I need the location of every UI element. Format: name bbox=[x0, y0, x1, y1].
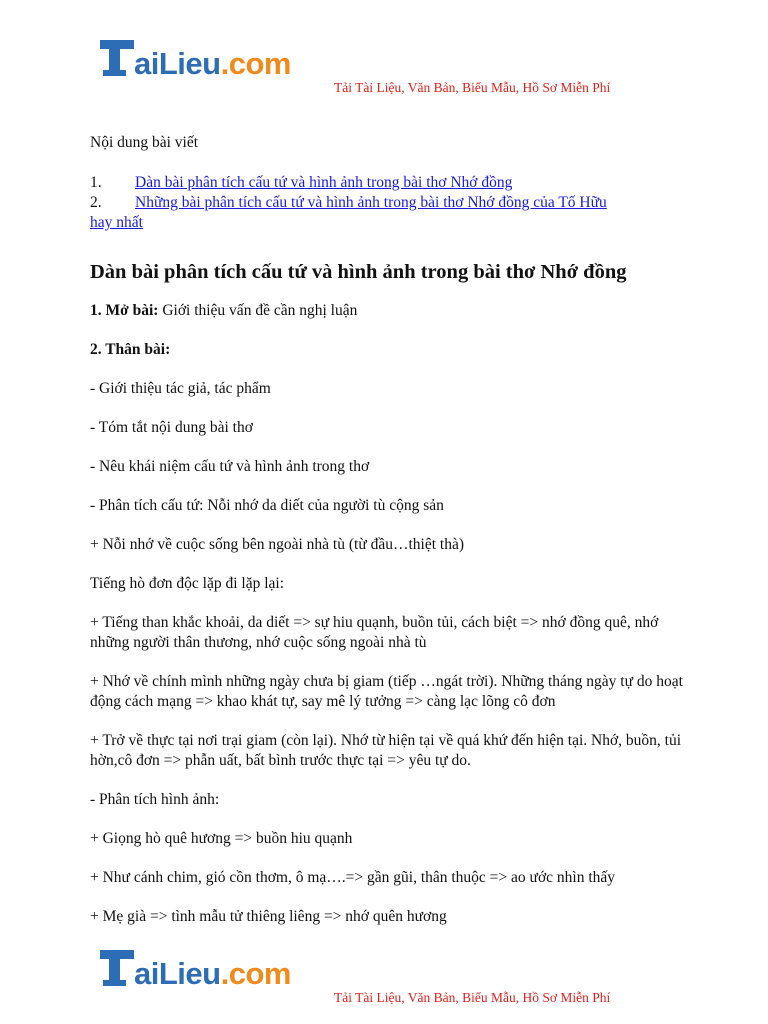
toc-link[interactable]: Dàn bài phân tích cấu tứ và hình ảnh trong bài thơ Nhớ đồng bbox=[135, 174, 513, 191]
body-paragraph: + Giọng hò quê hương => buồn hiu quạnh bbox=[90, 830, 353, 847]
mo-bai-text: Giới thiệu vấn đề cần nghị luận bbox=[158, 302, 358, 319]
body-paragraph: - Phân tích cấu tứ: Nỗi nhớ da diết của người tù cộng sản bbox=[90, 497, 444, 514]
body-paragraph: + Trở về thực tại nơi trại giam (còn lại). Nhớ từ hiện tại về quá khứ đến hiện tại. Nhớ, buồn, tủi hờn,cô đơn => phẫn uất, bất bình trước thực tại => yêu tự do. bbox=[90, 732, 682, 769]
body-paragraph: + Như cánh chim, gió cồn thơm, ô mạ….=> gần gũi, thân thuộc => ao ước nhìn thấy bbox=[90, 869, 616, 886]
logo-text: aiLieu bbox=[134, 956, 221, 991]
document-body bbox=[90, 133, 690, 946]
body-paragraph: - Nêu khái niệm cấu tứ và hình ảnh trong thơ bbox=[90, 458, 370, 475]
toc-item bbox=[90, 173, 690, 193]
mo-bai-label: 1. Mở bài: bbox=[90, 302, 159, 319]
logo-t-mark bbox=[100, 950, 134, 990]
body-paragraph: + Nỗi nhớ về cuộc sống bên ngoài nhà tù (từ đầu…thiệt thà) bbox=[90, 536, 465, 553]
toc-heading: Nội dung bài viết bbox=[90, 134, 199, 151]
toc-number: 2. bbox=[90, 194, 102, 211]
body-paragraph: + Tiếng than khắc khoải, da diết => sự hiu quạnh, buồn tủi, cách biệt => nhớ đồng quê, nhớ những người thân thương, nhớ cuộc sống ngoài nhà tù bbox=[90, 614, 659, 651]
logo-domain: .com bbox=[220, 956, 291, 991]
logo-t-mark bbox=[100, 40, 134, 80]
body-paragraph: - Tóm tắt nội dung bài thơ bbox=[90, 419, 253, 436]
toc-item-continued bbox=[90, 213, 690, 233]
section-title: Dàn bài phân tích cấu tứ và hình ảnh trong bài thơ Nhớ đồng bbox=[90, 261, 627, 283]
site-logo[interactable] bbox=[100, 40, 291, 80]
body-paragraph: - Giới thiệu tác giả, tác phẩm bbox=[90, 380, 271, 397]
footer-logo[interactable] bbox=[100, 950, 291, 990]
mo-bai-paragraph bbox=[90, 301, 690, 321]
footer-tagline: Tải Tài Liệu, Văn Bản, Biểu Mẫu, Hồ Sơ Miễn Phí bbox=[334, 990, 611, 1005]
than-bai-label: 2. Thân bài: bbox=[90, 341, 171, 358]
header-tagline: Tải Tài Liệu, Văn Bản, Biểu Mẫu, Hồ Sơ Miễn Phí bbox=[334, 80, 611, 95]
body-paragraph: + Mẹ già => tình mẫu tử thiêng liêng => nhớ quên hương bbox=[90, 908, 447, 925]
toc-link[interactable]: Những bài phân tích cấu tứ và hình ảnh trong bài thơ Nhớ đồng của Tố Hữu bbox=[135, 194, 607, 211]
body-paragraph: Tiếng hò đơn độc lặp đi lặp lại: bbox=[90, 575, 285, 592]
logo-text: aiLieu bbox=[134, 46, 221, 81]
than-bai-paragraph bbox=[90, 340, 690, 360]
logo-domain: .com bbox=[220, 46, 291, 81]
toc-number: 1. bbox=[90, 174, 102, 191]
body-paragraph: - Phân tích hình ảnh: bbox=[90, 791, 220, 808]
toc-link-continued[interactable]: hay nhất bbox=[90, 214, 143, 231]
toc-item bbox=[90, 193, 690, 213]
body-paragraph: + Nhớ về chính mình những ngày chưa bị giam (tiếp …ngát trời). Những tháng ngày tự do hoạt động cách mạng => khao khát tự, say mê lý tưởng => càng lạc lõng cô đơn bbox=[90, 673, 683, 710]
